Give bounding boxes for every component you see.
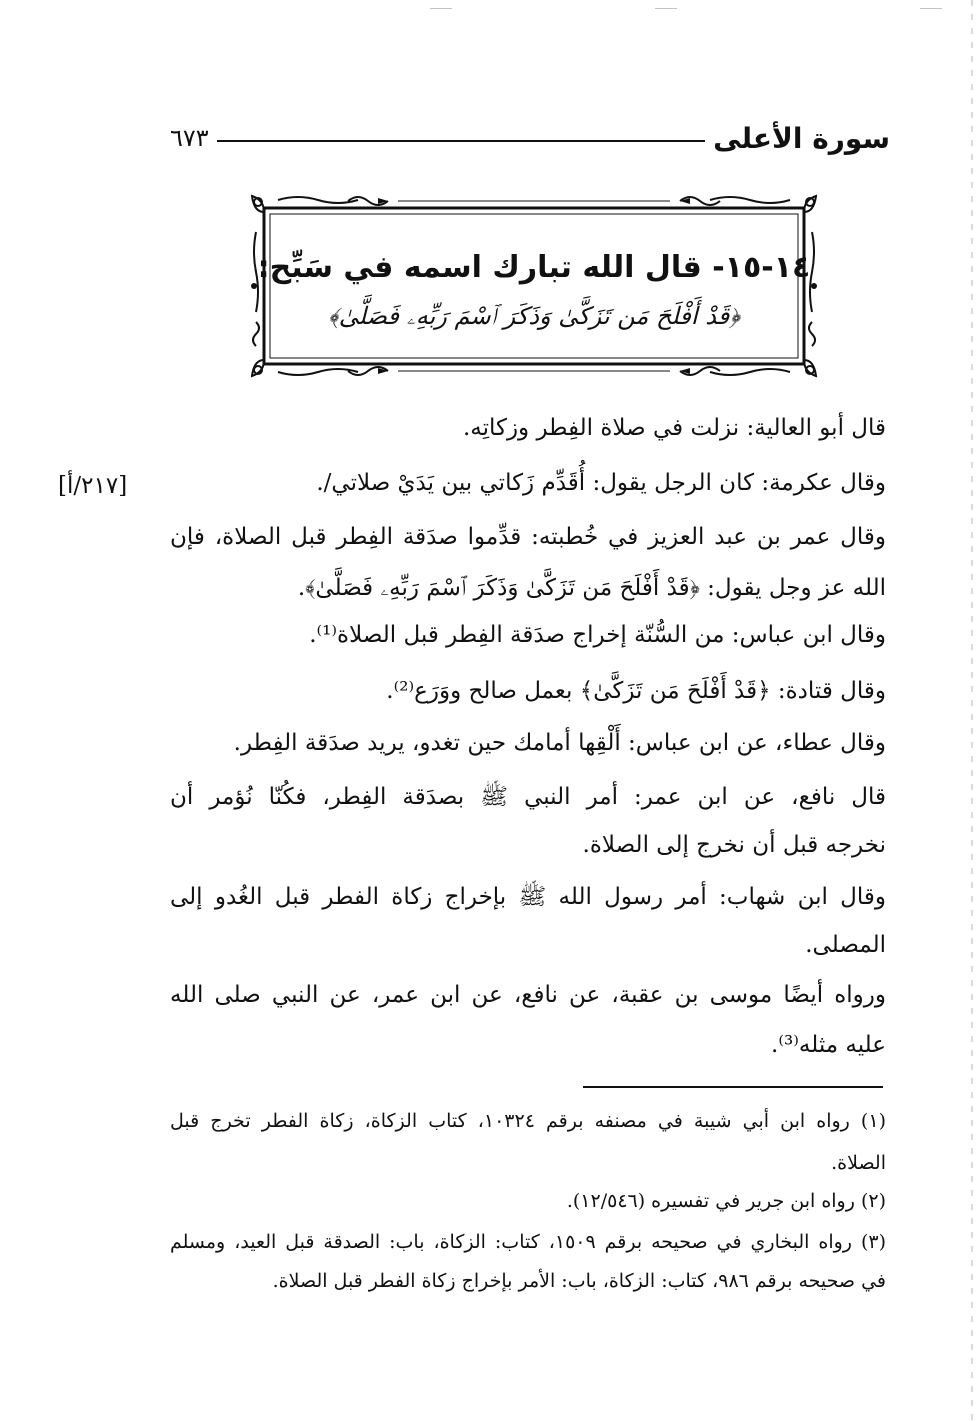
- footnote-line: في صحيحه برقم ٩٨٦، كتاب: الزكاة، باب: الأمر بإخراج زكاة الفطر قبل الصلاة.: [272, 1270, 886, 1292]
- footnote-line: (١) رواه ابن أبي شيبة في مصنفه برقم ١٠٣٢٤، كتاب الزكاة، زكاة الفطر تخرج قبل: [170, 1110, 886, 1132]
- scan-mark: [655, 8, 677, 9]
- section-heading: ١٤-١٥- قال الله تبارك اسمه في سَبِّح:: [257, 250, 811, 285]
- body-line: وقال عكرمة: كان الرجل يقول: أُقَدِّم زَكاتي بين يَدَيْ صلاتي/.: [316, 470, 886, 496]
- body-line: وقال ابن عباس: من السُّنّة إخراج صدَقة الفِطر قبل الصلاة⁽¹⁾.: [309, 622, 886, 648]
- scan-mark: [430, 8, 452, 9]
- body-line: وقال عطاء، عن ابن عباس: أَلْقِها أمامك حين تغدو، يريد صدَقة الفِطر.: [233, 730, 886, 756]
- body-line: قال أبو العالية: نزلت في صلاة الفِطر وزكاتِه.: [462, 415, 886, 441]
- body-line: عليه مثله⁽³⁾.: [771, 1032, 886, 1058]
- header-rule: [217, 140, 706, 142]
- footnote-line: (٣) رواه البخاري في صحيحه برقم ١٥٠٩، كتاب: الزكاة، باب: الصدقة قبل العيد، ومسلم: [170, 1231, 886, 1253]
- scan-mark: [920, 8, 942, 9]
- body-line: وقال عمر بن عبد العزيز في خُطبته: قدِّموا صدَقة الفِطر قبل الصلاة، فإن: [170, 524, 886, 550]
- quran-verse: ﴿قَدْ أَفْلَحَ مَن تَزَكَّىٰ وَذَكَرَ ٱسْمَ رَبِّهِۦ فَصَلَّىٰ﴾: [328, 302, 740, 330]
- scan-edge: [971, 0, 973, 1421]
- body-line: الله عز وجل يقول: ﴿قَدْ أَفْلَحَ مَن تَزَكَّىٰ وَذَكَرَ ٱسْمَ رَبِّهِۦ فَصَلَّىٰ﴾.: [297, 575, 886, 601]
- surah-title: سورة الأعلى: [713, 121, 890, 155]
- running-header: [170, 118, 890, 158]
- body-line: المصلى.: [805, 932, 886, 958]
- footnote-line: (٢) رواه ابن جرير في تفسيره (١٢/٥٤٦).: [566, 1190, 886, 1212]
- body-line: قال نافع، عن ابن عمر: أمر النبي ﷺ بصدَقة الفِطر، فكُنّا نُؤمر أن: [170, 784, 886, 810]
- footnote-line: الصلاة.: [831, 1152, 886, 1174]
- manuscript-folio-reference: [٢١٧/أ]: [58, 473, 128, 499]
- body-line: وقال قتادة: ﴿قَدْ أَفْلَحَ مَن تَزَكَّىٰ﴾ بعمل صالح ووَرَع⁽²⁾.: [386, 678, 886, 704]
- footnote-separator: [583, 1086, 883, 1088]
- body-line: وقال ابن شهاب: أمر رسول الله ﷺ بإخراج زكاة الفطر قبل الغُدو إلى: [170, 884, 886, 910]
- ornamental-frame: [248, 192, 820, 380]
- frame-border-ornament: [248, 192, 820, 380]
- page-number: ٦٧٣: [170, 124, 209, 152]
- body-line: ورواه أيضًا موسى بن عقبة، عن نافع، عن ابن عمر، عن النبي صلى الله: [170, 982, 886, 1008]
- body-line: نخرجه قبل أن نخرج إلى الصلاة.: [582, 832, 886, 858]
